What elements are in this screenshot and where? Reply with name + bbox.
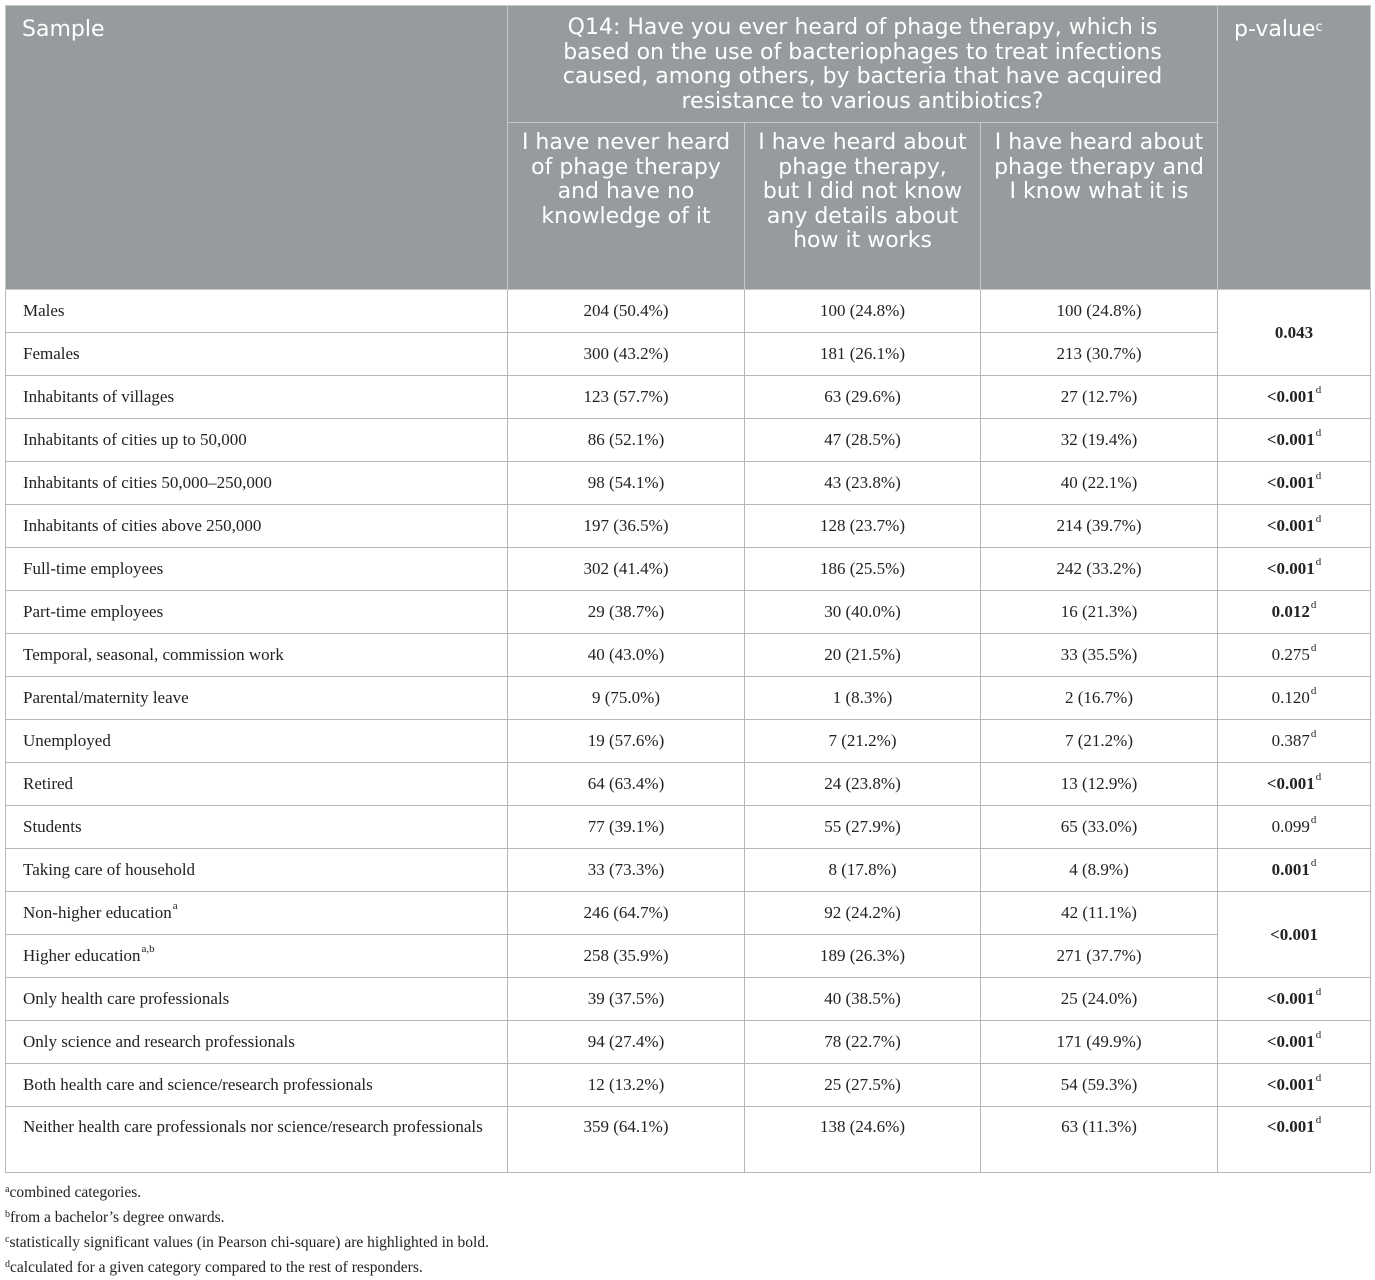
cell-option-2: 30 (40.0%) [745,591,981,634]
cell-option-3: 2 (16.7%) [981,677,1218,720]
pvalue-text: <0.001 [1266,473,1315,492]
table-body [6,290,1371,1173]
cell-option-1: 64 (63.4%) [508,763,745,806]
footnote-text: calculated for a given category compared to the rest of responders. [10,1259,423,1276]
row-label-text: Only science and research professionals [23,1032,295,1051]
footnote-mark: a [5,1184,10,1195]
pvalue-text: 0.387 [1271,731,1310,750]
row-label [6,462,508,505]
row-label [6,1064,508,1107]
cell-option-3: 27 (12.7%) [981,376,1218,419]
pvalue-text: 0.275 [1271,645,1310,664]
table-row [6,935,1371,978]
pvalue-footnote-mark: d [1315,384,1322,396]
cell-option-3: 214 (39.7%) [981,505,1218,548]
cell-option-3: 4 (8.9%) [981,849,1218,892]
table-row [6,462,1371,505]
table-row [6,677,1371,720]
table-row [6,892,1371,935]
pvalue-text: <0.001 [1266,1075,1315,1094]
pvalue-footnote-mark: d [1315,986,1322,998]
row-label-text: Higher education [23,946,141,965]
pvalue-footnote-mark: d [1315,1072,1322,1084]
pvalue-text: <0.001 [1266,774,1315,793]
cell-option-1: 40 (43.0%) [508,634,745,677]
pvalue-text: <0.001 [1266,559,1315,578]
row-label-text: Temporal, seasonal, commission work [23,645,284,664]
pvalue-footnote-mark: d [1310,642,1317,654]
row-label [6,720,508,763]
row-label-text: Parental/maternity leave [23,688,189,707]
cell-pvalue [1218,892,1371,978]
row-label [6,978,508,1021]
row-label-footnote-mark: a [172,900,178,912]
cell-option-2: 186 (25.5%) [745,548,981,591]
cell-pvalue [1218,419,1371,462]
cell-pvalue [1218,290,1371,376]
table-row [6,290,1371,333]
row-label-text: Part-time employees [23,602,164,621]
header-pvalue-label: p-value [1234,17,1316,42]
table-header [6,6,1371,290]
pvalue-text: <0.001 [1266,430,1315,449]
header-option-2: I have heard about phage therapy, but I did not know any details about how it works [745,123,981,290]
cell-option-1: 300 (43.2%) [508,333,745,376]
row-label [6,763,508,806]
cell-option-1: 39 (37.5%) [508,978,745,1021]
cell-pvalue [1218,1021,1371,1064]
cell-option-1: 77 (39.1%) [508,806,745,849]
pvalue-text: <0.001 [1266,516,1315,535]
table-row [6,1107,1371,1173]
cell-option-1: 12 (13.2%) [508,1064,745,1107]
footnotes [5,1180,489,1280]
footnote [5,1205,489,1230]
table-row [6,763,1371,806]
table-row [6,720,1371,763]
cell-option-2: 78 (22.7%) [745,1021,981,1064]
cell-option-3: 25 (24.0%) [981,978,1218,1021]
pvalue-footnote-mark: d [1315,1029,1322,1041]
table-row [6,806,1371,849]
cell-pvalue [1218,763,1371,806]
row-label [6,591,508,634]
table-row [6,1064,1371,1107]
row-label [6,806,508,849]
row-label [6,419,508,462]
pvalue-footnote-mark: d [1310,599,1317,611]
pvalue-text: 0.043 [1274,322,1314,342]
cell-option-3: 65 (33.0%) [981,806,1218,849]
cell-option-1: 302 (41.4%) [508,548,745,591]
cell-option-3: 100 (24.8%) [981,290,1218,333]
cell-option-1: 29 (38.7%) [508,591,745,634]
row-label [6,1021,508,1064]
header-option-3: I have heard about phage therapy and I know what it is [981,123,1218,290]
row-label [6,677,508,720]
pvalue-footnote-mark: d [1315,513,1322,525]
pvalue-text: 0.120 [1271,688,1310,707]
header-question: Q14: Have you ever heard of phage therapy, which is based on the use of bacteriophages to treat infections caused, among others, by bacteria that have acquired resistance to various antibiotics? [508,6,1218,123]
cell-pvalue [1218,849,1371,892]
cell-pvalue [1218,462,1371,505]
pvalue-footnote-mark: d [1315,771,1322,783]
cell-option-2: 40 (38.5%) [745,978,981,1021]
cell-pvalue [1218,1064,1371,1107]
cell-option-2: 138 (24.6%) [745,1107,981,1173]
pvalue-text: <0.001 [1266,989,1315,1008]
cell-option-1: 204 (50.4%) [508,290,745,333]
footnote-text: statistically significant values (in Pearson chi-square) are highlighted in bold. [9,1234,489,1251]
cell-pvalue [1218,505,1371,548]
row-label-text: Inhabitants of cities above 250,000 [23,516,262,535]
cell-option-3: 16 (21.3%) [981,591,1218,634]
header-pvalue [1218,6,1371,290]
cell-option-2: 43 (23.8%) [745,462,981,505]
row-label [6,935,508,978]
cell-option-2: 8 (17.8%) [745,849,981,892]
row-label-text: Unemployed [23,731,111,750]
cell-pvalue [1218,634,1371,677]
footnote-text: combined categories. [9,1184,142,1201]
pvalue-footnote-mark: d [1310,685,1317,697]
cell-option-2: 24 (23.8%) [745,763,981,806]
pvalue-text: <0.001 [1266,387,1315,406]
footnote-mark: b [5,1209,10,1220]
cell-option-2: 55 (27.9%) [745,806,981,849]
footnote-mark: c [5,1234,10,1245]
cell-option-1: 197 (36.5%) [508,505,745,548]
pvalue-footnote-mark: d [1315,556,1322,568]
table-row [6,419,1371,462]
table-row [6,548,1371,591]
footnote [5,1255,489,1280]
header-sample: Sample [6,6,508,290]
cell-option-1: 19 (57.6%) [508,720,745,763]
pvalue-footnote-mark: d [1315,427,1322,439]
results-table-container [5,5,1370,1173]
table-row [6,1021,1371,1064]
cell-option-1: 359 (64.1%) [508,1107,745,1173]
footnote [5,1230,489,1255]
pvalue-footnote-mark: d [1310,728,1317,740]
row-label-text: Only health care professionals [23,989,230,1008]
cell-option-1: 123 (57.7%) [508,376,745,419]
results-table [5,5,1371,1173]
table-row [6,634,1371,677]
header-option-1: I have never heard of phage therapy and have no knowledge of it [508,123,745,290]
cell-option-2: 25 (27.5%) [745,1064,981,1107]
row-label-text: Students [23,817,82,836]
cell-option-2: 63 (29.6%) [745,376,981,419]
cell-option-1: 94 (27.4%) [508,1021,745,1064]
cell-option-1: 258 (35.9%) [508,935,745,978]
cell-option-2: 128 (23.7%) [745,505,981,548]
row-label-text: Males [23,301,65,320]
pvalue-text: <0.001 [1266,1117,1315,1136]
pvalue-text: <0.001 [1270,924,1318,944]
cell-option-3: 32 (19.4%) [981,419,1218,462]
row-label-footnote-mark: a,b [141,943,155,955]
cell-option-3: 42 (11.1%) [981,892,1218,935]
cell-pvalue [1218,376,1371,419]
pvalue-footnote-mark: d [1310,814,1317,826]
row-label-text: Inhabitants of cities up to 50,000 [23,430,247,449]
footnote [5,1180,489,1205]
row-label-text: Taking care of household [23,860,196,879]
cell-option-1: 86 (52.1%) [508,419,745,462]
row-label-text: Retired [23,774,74,793]
cell-pvalue [1218,806,1371,849]
cell-pvalue [1218,548,1371,591]
cell-option-1: 9 (75.0%) [508,677,745,720]
pvalue-footnote-mark: d [1310,857,1317,869]
cell-option-3: 33 (35.5%) [981,634,1218,677]
row-label [6,1107,508,1173]
cell-option-2: 100 (24.8%) [745,290,981,333]
pvalue-footnote-mark: d [1315,1114,1322,1126]
row-label [6,548,508,591]
cell-option-3: 171 (49.9%) [981,1021,1218,1064]
cell-option-1: 98 (54.1%) [508,462,745,505]
cell-pvalue [1218,720,1371,763]
row-label-text: Inhabitants of villages [23,387,175,406]
row-label-text: Neither health care professionals nor science/research professionals [23,1117,483,1136]
row-label-text: Full-time employees [23,559,164,578]
pvalue-text: 0.012 [1271,602,1310,621]
row-label [6,505,508,548]
row-label-text: Both health care and science/research professionals [23,1075,373,1094]
cell-option-2: 189 (26.3%) [745,935,981,978]
pvalue-text: 0.001 [1271,860,1310,879]
footnote-text: from a bachelor’s degree onwards. [10,1209,225,1226]
row-label [6,290,508,333]
cell-option-2: 20 (21.5%) [745,634,981,677]
cell-pvalue [1218,978,1371,1021]
row-label-text: Females [23,344,80,363]
table-row [6,978,1371,1021]
cell-option-1: 246 (64.7%) [508,892,745,935]
table-row [6,591,1371,634]
table-row [6,505,1371,548]
cell-pvalue [1218,677,1371,720]
cell-option-3: 54 (59.3%) [981,1064,1218,1107]
cell-option-2: 47 (28.5%) [745,419,981,462]
cell-pvalue [1218,1107,1371,1173]
row-label [6,376,508,419]
row-label-text: Non-higher education [23,903,172,922]
table-row [6,376,1371,419]
cell-pvalue [1218,591,1371,634]
footnote-mark: d [5,1259,10,1270]
cell-option-3: 242 (33.2%) [981,548,1218,591]
cell-option-2: 1 (8.3%) [745,677,981,720]
row-label [6,634,508,677]
pvalue-text: <0.001 [1266,1032,1315,1051]
cell-option-3: 13 (12.9%) [981,763,1218,806]
row-label [6,849,508,892]
pvalue-text: 0.099 [1271,817,1310,836]
row-label [6,333,508,376]
row-label [6,892,508,935]
pvalue-footnote-mark: d [1315,470,1322,482]
row-label-text: Inhabitants of cities 50,000–250,000 [23,473,272,492]
cell-option-3: 7 (21.2%) [981,720,1218,763]
table-row [6,849,1371,892]
cell-option-3: 271 (37.7%) [981,935,1218,978]
cell-option-1: 33 (73.3%) [508,849,745,892]
cell-option-3: 213 (30.7%) [981,333,1218,376]
table-row [6,333,1371,376]
cell-option-3: 63 (11.3%) [981,1107,1218,1173]
cell-option-2: 7 (21.2%) [745,720,981,763]
cell-option-2: 181 (26.1%) [745,333,981,376]
header-pvalue-sup: c [1315,20,1323,35]
cell-option-2: 92 (24.2%) [745,892,981,935]
cell-option-3: 40 (22.1%) [981,462,1218,505]
